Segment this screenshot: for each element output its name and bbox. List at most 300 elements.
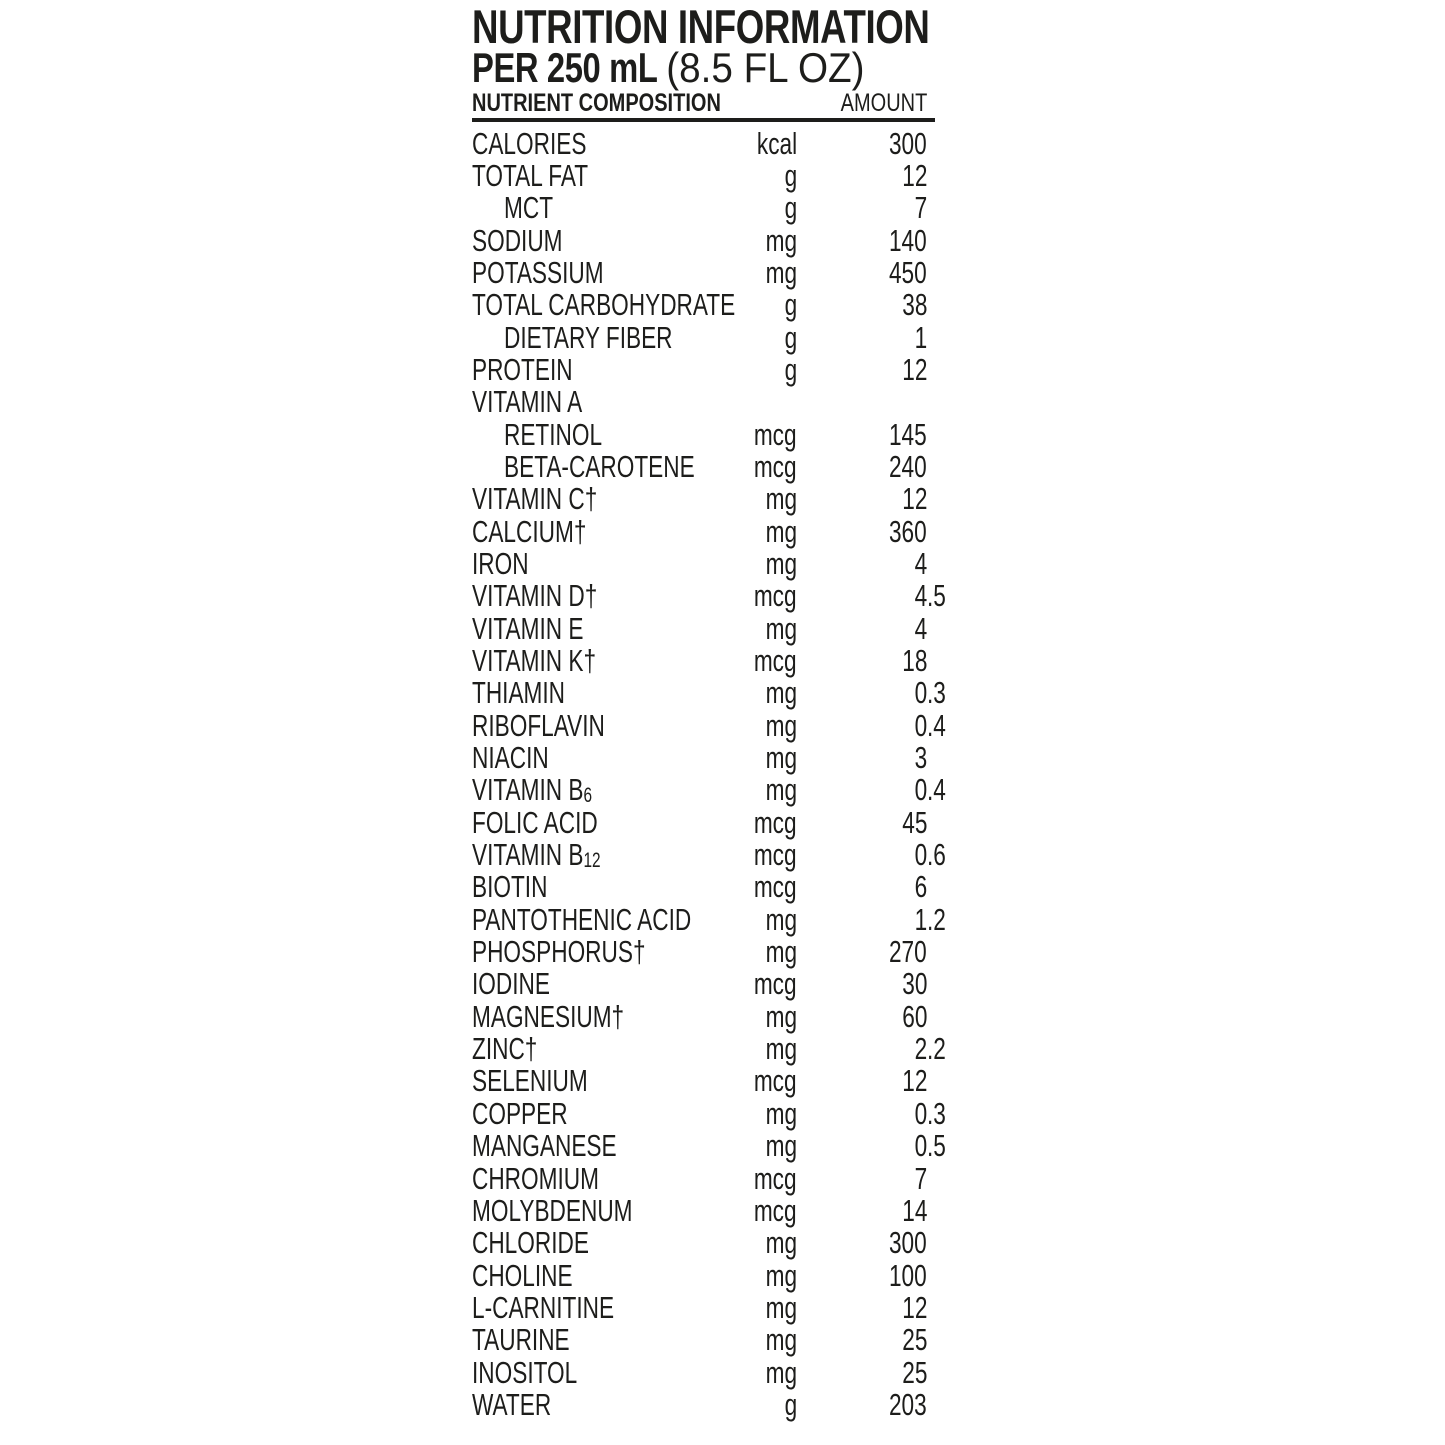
nutrient-label: BIOTIN [472,869,548,905]
nutrient-label-cell [472,1130,707,1162]
nutrient-amount-fraction-cell [927,1324,951,1356]
nutrient-amount-fraction: .5 [927,1128,946,1164]
nutrient-amount-fraction-cell [927,901,951,937]
nutrient-label-cell [472,545,707,581]
nutrient-amount-integer: 1 [914,319,927,355]
nutrient-label: CHOLINE [472,1257,573,1293]
nutrient-amount-cell [797,1130,927,1162]
nutrient-amount-fraction-cell [927,645,951,677]
nutrient-label: CALORIES [472,125,587,161]
column-header-amount: AMOUNT [840,89,927,117]
nutrient-unit: mg [765,1322,797,1358]
nutrient-unit-cell [707,1065,797,1097]
nutrient-amount-integer: 360 [889,513,927,549]
nutrient-amount-integer: 100 [889,1257,927,1293]
page-title: NUTRITION INFORMATION [472,0,930,53]
column-header-nutrient: NUTRIENT COMPOSITION [472,89,721,117]
nutrient-amount-cell [797,1324,927,1356]
nutrient-unit-cell [707,1324,797,1356]
nutrient-label: CHROMIUM [472,1160,599,1196]
nutrient-label-subscript: 6 [583,784,593,808]
nutrient-unit: g [784,351,797,387]
nutrient-amount-fraction-cell [927,419,951,451]
space [657,44,666,91]
nutrient-label: SELENIUM [472,1063,588,1099]
nutrient-amount-fraction-cell [927,742,951,774]
table-row [472,1095,972,1131]
nutrient-amount-fraction-cell [927,128,951,160]
nutrient-unit: mg [765,1354,797,1390]
nutrient-unit-cell [707,707,797,743]
nutrient-amount-fraction-cell [927,1130,951,1162]
nutrient-amount-integer: 145 [889,416,927,452]
nutrient-amount-integer: 6 [914,869,927,905]
nutrient-label: VITAMIN B12 [472,837,601,873]
nutrient-amount-cell [797,157,927,193]
table-row [472,157,972,193]
nutrient-amount-integer: 300 [889,125,927,161]
nutrient-amount-cell [797,1065,927,1097]
nutrient-label: VITAMIN K† [472,643,597,678]
nutrient-unit-cell [707,222,797,258]
nutrient-amount-cell [797,1192,927,1228]
nutrient-unit: mg [765,934,797,970]
nutrient-unit: g [784,190,797,226]
table-row [472,222,972,258]
nutrient-amount-integer: 12 [901,157,927,193]
nutrient-label-cell [472,192,707,224]
nutrient-amount-fraction-cell [927,289,951,321]
nutrient-label: VITAMIN A [472,384,583,420]
nutrient-unit-cell [707,1033,797,1065]
nutrient-amount-cell [797,901,927,937]
nutrient-unit-cell [707,610,797,646]
nutrient-amount-integer: 140 [889,222,927,258]
nutrient-label: IODINE [472,966,550,1002]
nutrient-amount-cell [797,416,927,452]
table-row [472,1130,972,1162]
nutrient-amount-fraction-cell [927,516,951,548]
table-row [472,319,972,355]
nutrient-amount-integer: 60 [901,998,927,1034]
nutrient-amount-fraction: .3 [927,1095,946,1131]
nutrient-label: INOSITOL [472,1354,578,1390]
nutrient-amount-fraction-cell [927,1033,951,1065]
nutrient-label: FOLIC ACID [472,804,598,840]
nutrient-amount-integer: 0 [914,1128,927,1164]
table-row [472,192,972,224]
table-row [472,545,972,581]
nutrient-amount-fraction-cell [927,322,951,354]
table-row [472,1033,972,1065]
nutrient-label: L-CARNITINE [472,1289,615,1325]
nutrient-unit-cell [707,1160,797,1196]
nutrient-amount-integer: 0 [914,675,927,711]
table-row [472,125,972,161]
nutrient-amount-fraction-cell [927,548,951,580]
nutrient-amount-cell [797,289,927,321]
table-row [472,1354,972,1390]
nutrient-amount-fraction-cell [927,1292,951,1324]
nutrient-unit-cell [707,386,797,418]
nutrient-amount-integer: 25 [901,1322,927,1358]
nutrient-amount-cell [797,192,927,224]
nutrient-amount-integer: 12 [901,1063,927,1099]
nutrient-amount-integer: 25 [901,1354,927,1390]
table-row [472,774,972,806]
nutrient-unit-cell [707,416,797,452]
nutrient-amount-fraction: .5 [927,578,946,614]
table-row [472,998,972,1034]
nutrient-unit: mg [765,1289,797,1325]
nutrient-amount-integer: 3 [914,740,927,776]
nutrient-unit: mg [765,740,797,776]
table-row [472,610,972,646]
nutrient-unit-cell [707,1095,797,1131]
nutrient-amount-integer: 12 [901,481,927,517]
nutrient-amount-fraction-cell [927,1065,951,1097]
nutrient-amount-integer: 0 [914,1095,927,1131]
table-row [472,1386,972,1422]
nutrient-label: BETA-CAROTENE [504,448,695,484]
nutrient-label-cell [472,901,707,937]
nutrient-unit: g [784,1386,797,1422]
nutrient-amount-fraction-cell [927,1001,951,1033]
nutrient-unit: mcg [754,416,797,452]
nutrient-amount-cell [797,125,927,161]
nutrient-unit: mg [765,481,797,517]
nutrient-label: PANTOTHENIC ACID [472,901,692,937]
nutrient-label-cell [472,610,707,646]
nutrient-label-cell [472,645,707,677]
nutrient-unit-cell [707,1192,797,1228]
nutrient-amount-fraction-cell [927,936,951,968]
nutrient-unit: mg [765,998,797,1034]
table-row [472,901,972,937]
table-row [472,580,972,612]
table-row [472,968,972,1000]
nutrient-label-cell [472,707,707,743]
nutrient-label-cell [472,125,707,161]
nutrient-amount-cell [797,804,927,840]
table-row [472,839,972,871]
nutrient-label-cell [472,936,707,968]
nutrient-amount-cell [797,742,927,774]
nutrient-amount-fraction: .3 [927,675,946,711]
nutrient-amount-cell [797,448,927,484]
nutrient-amount-integer: 30 [901,966,927,1002]
nutrient-amount-fraction: .2 [927,1031,946,1067]
table-row [472,513,972,549]
nutrient-unit-cell [707,1257,797,1293]
nutrient-unit: mg [765,222,797,258]
nutrient-amount-cell [797,1160,927,1196]
nutrient-unit-cell [707,351,797,387]
nutrient-label: RIBOFLAVIN [472,707,605,743]
nutrient-unit-cell [707,645,797,677]
nutrient-label-cell [472,448,707,484]
nutrient-amount-fraction-cell [927,871,951,903]
table-row [472,804,972,840]
nutrient-amount-cell [797,254,927,290]
table-row [472,448,972,484]
nutrient-amount-fraction-cell [927,1357,951,1389]
nutrient-label: RETINOL [504,416,603,452]
nutrient-amount-integer: 14 [901,1192,927,1228]
nutrient-label: VITAMIN E [472,610,584,646]
nutrient-amount-integer: 18 [901,643,927,678]
nutrient-amount-fraction-cell [927,192,951,224]
nutrient-amount-fraction-cell [927,354,951,386]
nutrient-amount-cell [797,610,927,646]
table-row [472,386,972,418]
nutrient-amount-cell [797,351,927,387]
nutrient-label-cell [472,386,707,418]
nutrient-label: PROTEIN [472,351,573,387]
nutrient-amount-integer: 0 [914,707,927,743]
nutrient-label-cell [472,1324,707,1356]
nutrient-amount-integer: 12 [901,351,927,387]
nutrient-label: TOTAL CARBOHYDRATE [472,287,736,323]
nutrient-unit-cell [707,1386,797,1422]
table-row [472,289,972,321]
nutrient-label: PHOSPHORUS† [472,934,646,970]
nutrient-amount-cell [797,645,927,677]
nutrient-amount-cell [797,1386,927,1422]
nutrient-label: CHLORIDE [472,1225,589,1261]
nutrient-label: TOTAL FAT [472,157,589,193]
nutrient-amount-integer: 450 [889,254,927,290]
nutrient-label-cell [472,483,707,515]
nutrient-amount-integer: 4 [914,610,927,646]
nutrient-unit: g [784,287,797,323]
nutrient-label: CALCIUM† [472,513,587,549]
nutrient-amount-fraction-cell [927,968,951,1000]
nutrient-unit: mg [765,1225,797,1261]
nutrient-amount-fraction: .4 [927,772,946,808]
nutrient-amount-fraction-cell [927,1260,951,1292]
nutrient-unit: kcal [756,125,797,161]
nutrient-amount-fraction: .6 [927,837,946,873]
nutrient-amount-integer: 45 [901,804,927,840]
table-row [472,416,972,452]
nutrient-amount-fraction-cell [927,225,951,257]
nutrient-label: VITAMIN B6 [472,772,593,808]
table-row [472,1227,972,1259]
nutrient-amount-cell [797,513,927,549]
nutrient-amount-fraction-cell [927,1227,951,1259]
nutrient-amount-cell [797,1257,927,1293]
nutrient-label-cell [472,513,707,549]
nutrient-unit: mg [765,1128,797,1164]
table-row [472,1065,972,1097]
nutrient-unit: mcg [754,869,797,905]
nutrient-amount-fraction: .4 [927,707,946,743]
nutrient-label-cell [472,287,736,323]
nutrient-amount-fraction-cell [927,807,951,839]
nutrient-amount-cell [797,677,927,709]
nutrient-amount-integer: 1 [914,901,927,937]
nutrient-label-cell [472,1095,707,1131]
nutrient-unit-cell [707,1289,797,1325]
nutrient-label: NIACIN [472,740,549,776]
nutrient-unit-cell [707,677,797,709]
nutrient-amount-integer: 0 [914,837,927,873]
nutrient-amount-cell [797,936,927,968]
nutrient-unit-cell [707,483,797,515]
nutrient-amount-fraction-cell [927,257,951,289]
nutrient-unit: mg [765,901,797,937]
nutrient-amount-integer: 2 [914,1031,927,1067]
label-content [472,0,972,1422]
nutrient-label-cell [472,222,707,258]
nutrient-label-cell [472,998,707,1034]
nutrient-label: TAURINE [472,1322,570,1358]
nutrient-label: VITAMIN C† [472,481,598,517]
nutrient-amount-integer: 203 [889,1386,927,1422]
nutrient-table [472,125,972,1422]
nutrient-amount-integer: 240 [889,448,927,484]
nutrient-unit-cell [707,580,797,612]
nutrient-amount-fraction-cell [927,1195,951,1227]
nutrient-amount-cell [797,1227,927,1259]
serving-size-metric: PER 250 mL [472,44,658,91]
nutrient-amount-fraction-cell [927,580,951,612]
nutrient-label: MCT [504,190,554,226]
nutrient-amount-cell [797,386,927,418]
nutrient-label-cell [472,677,707,709]
nutrient-unit: mcg [754,1192,797,1228]
nutrient-label: VITAMIN D† [472,578,598,614]
nutrient-unit: mg [765,545,797,581]
nutrient-label-subscript: 12 [583,849,601,873]
nutrient-unit: mg [765,707,797,743]
nutrient-unit: mcg [754,1160,797,1196]
nutrient-label-cell [472,580,707,612]
nutrient-amount-fraction-cell [927,386,951,418]
nutrient-amount-fraction-cell [927,1163,951,1195]
nutrient-label: IRON [472,545,529,581]
nutrient-amount-fraction-cell [927,707,951,743]
nutrient-amount-integer: 4 [914,578,927,614]
nutrient-unit: mcg [754,1063,797,1099]
table-row [472,1257,972,1293]
nutrient-label: WATER [472,1386,552,1422]
nutrient-label: POTASSIUM [472,254,604,290]
nutrient-unit: g [784,319,797,355]
nutrient-amount-cell [797,1033,927,1065]
nutrient-label: COPPER [472,1095,568,1131]
table-row [472,1324,972,1356]
nutrient-unit-cell [707,254,797,290]
nutrient-label-cell [472,319,707,355]
nutrient-unit: mcg [754,804,797,840]
nutrient-label: SODIUM [472,222,563,258]
nutrient-unit: mcg [754,578,797,614]
header-divider-rule [472,118,935,122]
nutrient-label: THIAMIN [472,675,566,711]
serving-size-line [472,44,865,91]
nutrient-amount-integer: 4 [914,545,927,581]
nutrient-label-cell [472,1160,707,1196]
nutrient-unit-cell [707,157,797,193]
nutrient-label-cell [472,1289,707,1325]
nutrient-unit-cell [707,513,797,549]
nutrient-label-cell [472,1033,707,1065]
nutrient-label-cell [472,1065,707,1097]
nutrient-amount-cell [797,1289,927,1325]
nutrient-unit: mg [765,1095,797,1131]
table-row [472,254,972,290]
nutrient-amount-cell [797,871,927,903]
nutrient-unit-cell [707,871,797,903]
nutrient-amount-fraction-cell [927,160,951,192]
nutrient-amount-integer: 300 [889,1225,927,1261]
nutrient-amount-integer: 38 [901,287,927,323]
table-row [472,1160,972,1196]
nutrient-label-cell [472,1192,707,1228]
nutrient-unit-cell [707,998,797,1034]
nutrient-label: DIETARY FIBER [504,319,673,355]
nutrient-unit-cell [707,1354,797,1390]
nutrient-amount-fraction-cell [927,677,951,709]
nutrient-unit-cell [707,1130,797,1162]
nutrient-amount-fraction: .2 [927,901,946,937]
table-row [472,1289,972,1325]
nutrient-label-cell [472,804,707,840]
nutrient-unit-cell [707,448,797,484]
nutrient-label-cell [472,351,707,387]
nutrient-unit: mcg [754,837,797,873]
nutrient-unit: g [784,157,797,193]
nutrient-amount-fraction-cell [927,483,951,515]
nutrient-unit: mg [765,772,797,808]
nutrient-unit: mcg [754,643,797,678]
nutrient-unit: mg [765,1031,797,1067]
nutrient-amount-integer: 7 [914,1160,927,1196]
nutrient-amount-cell [797,319,927,355]
table-row [472,645,972,677]
nutrient-amount-cell [797,1354,927,1390]
nutrient-amount-cell [797,222,927,258]
nutrient-label-cell [472,742,707,774]
nutrient-label: ZINC† [472,1031,538,1067]
nutrient-label: MANGANESE [472,1128,617,1164]
nutrient-unit-cell [707,319,797,355]
nutrient-unit: mg [765,1257,797,1293]
nutrient-unit-cell [707,192,797,224]
table-row [472,707,972,743]
nutrient-label-cell [472,1227,707,1259]
nutrient-label-cell [472,1354,707,1390]
nutrient-unit-cell [707,742,797,774]
nutrient-amount-cell [797,707,927,743]
nutrient-amount-fraction-cell [927,613,951,645]
nutrient-unit-cell [707,545,797,581]
nutrient-unit: mg [765,675,797,711]
nutrient-unit-cell [707,936,797,968]
nutrient-unit-cell [707,901,797,937]
nutrient-label-cell [472,254,707,290]
nutrient-amount-fraction-cell [927,1389,951,1421]
nutrient-unit: mg [765,254,797,290]
nutrient-label: MOLYBDENUM [472,1192,633,1228]
nutrient-label-cell [472,157,707,193]
nutrient-amount-integer: 12 [901,1289,927,1325]
nutrient-amount-integer: 7 [914,190,927,226]
nutrient-unit: mg [765,513,797,549]
nutrient-amount-integer: 270 [889,934,927,970]
